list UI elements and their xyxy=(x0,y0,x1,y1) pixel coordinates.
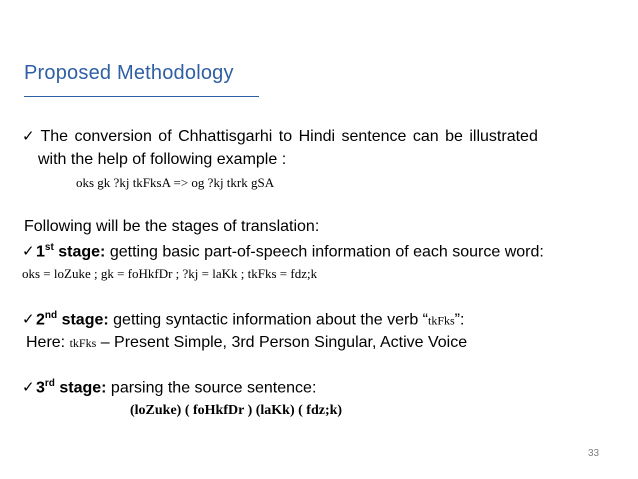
stage-2-sup: nd xyxy=(44,310,58,321)
stage-2-number: 2 xyxy=(36,311,45,329)
slide-title: Proposed Methodology xyxy=(24,62,234,84)
here-description: – Present Simple, 3rd Person Singular, Active Voice xyxy=(96,334,468,351)
check-icon: ✓ xyxy=(22,379,35,397)
stage-1-text: getting basic part-of-speech information of each source word: xyxy=(105,243,544,261)
check-icon: ✓ xyxy=(22,128,35,145)
stage-2-here xyxy=(26,334,467,352)
stage-3-text: parsing the source sentence: xyxy=(106,379,317,397)
stage-2-text-b: ”: xyxy=(454,311,465,329)
intro-line-1 xyxy=(22,127,538,146)
stage-1-number: 1 xyxy=(36,243,45,261)
stage-3-number: 3 xyxy=(36,379,45,397)
intro-text-1: The conversion of Chhattisgarhi to Hindi sentence can be illustrated xyxy=(40,128,538,145)
stage-3-label: stage: xyxy=(54,379,107,397)
stage-3-parse: (loZuke) ( foHkfDr ) (laKk) ( fdz;k) xyxy=(130,403,343,418)
stage-1-detail: oks = loZuke ; gk = foHkfDr ; ?kj = laKk ; tkFks = fdz;k xyxy=(22,266,318,281)
here-label: Here: xyxy=(26,334,70,351)
stage-2-text-a: getting syntactic information about the verb “ xyxy=(108,311,428,329)
here-verb: tkFks xyxy=(69,336,97,350)
check-icon: ✓ xyxy=(22,311,35,329)
stage-2-verb: tkFks xyxy=(427,313,455,328)
stage-3-sup: rd xyxy=(44,378,55,389)
stage-2-label: stage: xyxy=(57,311,109,329)
intro-line-2: with the help of following example : xyxy=(38,151,287,168)
check-icon: ✓ xyxy=(22,243,35,261)
example-sentence: oks gk ?kj tkFksA => og ?kj tkrk gSA xyxy=(76,175,275,190)
stage-1-label: stage: xyxy=(53,243,106,261)
stage-2-line xyxy=(22,310,464,329)
stages-heading: Following will be the stages of translation: xyxy=(24,218,320,235)
title-underline xyxy=(24,96,259,97)
stage-1-sup: st xyxy=(44,242,54,253)
page-number: 33 xyxy=(588,448,600,459)
stage-1-line xyxy=(22,242,544,261)
stage-3-line xyxy=(22,378,316,397)
